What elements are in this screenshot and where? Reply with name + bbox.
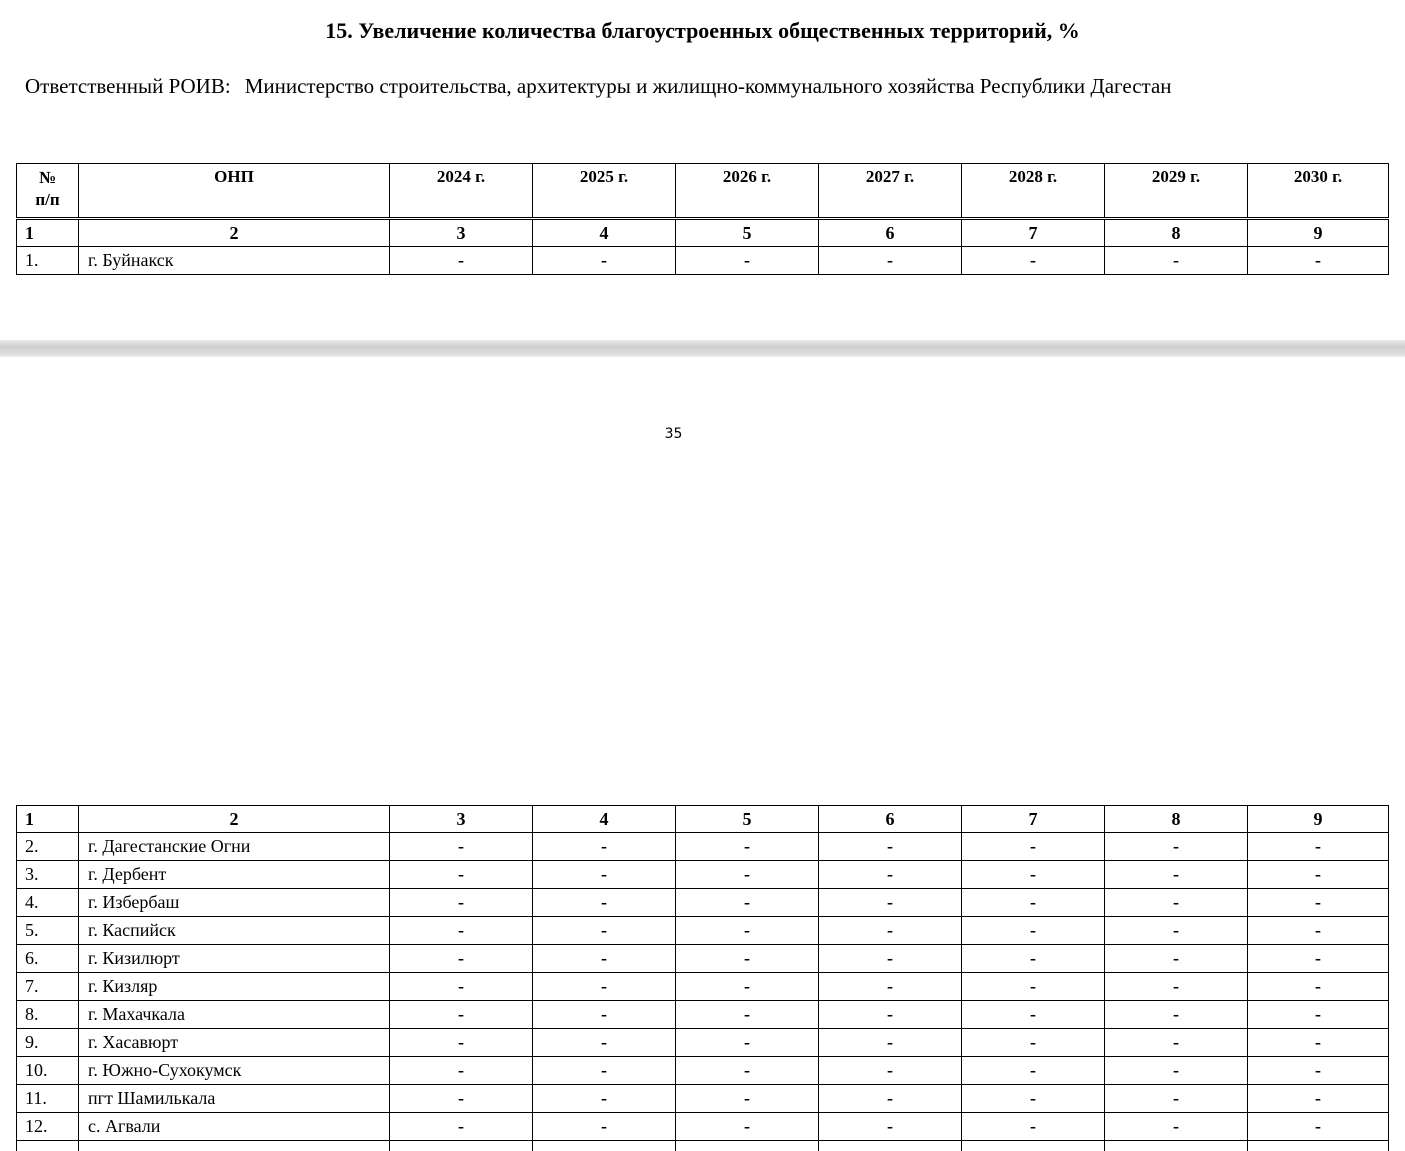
year-value-cell: - xyxy=(676,247,819,275)
settlement-name: г. Кизляр xyxy=(79,973,390,1001)
year-value-cell: - xyxy=(390,973,533,1001)
year-value-cell: - xyxy=(962,247,1105,275)
year-value-cell: - xyxy=(1248,861,1389,889)
year-value-cell: - xyxy=(676,861,819,889)
year-value-cell: - xyxy=(962,945,1105,973)
settlement-name: г. Каспийск xyxy=(79,917,390,945)
year-value-cell: - xyxy=(533,1001,676,1029)
year-value-cell: - xyxy=(390,1001,533,1029)
year-value-cell: - xyxy=(962,1113,1105,1141)
year-value-cell: - xyxy=(1248,945,1389,973)
year-value-cell: - xyxy=(533,1113,676,1141)
header-2026: 2026 г. xyxy=(676,164,819,219)
year-value-cell: - xyxy=(1105,1001,1248,1029)
settlement-name: г. Дагестанские Огни xyxy=(79,833,390,861)
year-value-cell: - xyxy=(390,1029,533,1057)
document-title: 15. Увеличение количества благоустроенных общественных территорий, % xyxy=(0,18,1405,44)
year-value-cell: - xyxy=(1248,973,1389,1001)
year-value-cell: - xyxy=(676,1057,819,1085)
row-number: 2. xyxy=(17,833,79,861)
table-row xyxy=(17,247,1389,275)
document-page-bottom xyxy=(0,357,1405,794)
column-number: 8 xyxy=(1105,806,1248,833)
column-number: 8 xyxy=(1105,219,1248,247)
column-number: 3 xyxy=(390,806,533,833)
year-value-cell: - xyxy=(390,917,533,945)
column-number: 4 xyxy=(533,806,676,833)
year-value-cell: - xyxy=(962,1085,1105,1113)
year-value-cell: - xyxy=(1248,833,1389,861)
year-value-cell: - xyxy=(533,1085,676,1113)
column-number: 7 xyxy=(962,806,1105,833)
header-2028: 2028 г. xyxy=(962,164,1105,219)
column-number: 6 xyxy=(819,219,962,247)
column-number: 4 xyxy=(533,219,676,247)
year-value-cell: - xyxy=(1248,917,1389,945)
year-value-cell: - xyxy=(676,917,819,945)
year-value-cell: - xyxy=(390,861,533,889)
year-value-cell: - xyxy=(1248,1057,1389,1085)
table-row xyxy=(17,973,1389,1001)
column-number: 2 xyxy=(79,219,390,247)
year-value-cell: - xyxy=(819,247,962,275)
year-value-cell: - xyxy=(1105,1029,1248,1057)
year-value-cell: - xyxy=(390,889,533,917)
column-number: 1 xyxy=(17,806,79,833)
responsible-roiv-line xyxy=(25,74,1405,99)
table-row xyxy=(17,833,1389,861)
year-value-cell: - xyxy=(962,1029,1105,1057)
year-value-cell: - xyxy=(533,945,676,973)
territories-table-part1 xyxy=(16,163,1389,275)
row-number: 1. xyxy=(17,247,79,275)
territories-table-part2 xyxy=(16,805,1389,1151)
year-value-cell: - xyxy=(1105,945,1248,973)
year-value-cell: - xyxy=(676,1001,819,1029)
year-value-cell: - xyxy=(533,889,676,917)
row-number: 8. xyxy=(17,1001,79,1029)
year-value-cell: - xyxy=(962,917,1105,945)
year-value-cell: - xyxy=(390,945,533,973)
year-value-cell: - xyxy=(533,861,676,889)
year-value-cell: - xyxy=(390,833,533,861)
row-number: 9. xyxy=(17,1029,79,1057)
row-number: 7. xyxy=(17,973,79,1001)
document-page-top xyxy=(0,0,1405,340)
column-number: 5 xyxy=(676,806,819,833)
page-number: 35 xyxy=(0,426,1347,442)
year-value-cell: - xyxy=(819,861,962,889)
settlement-name: г. Хасавюрт xyxy=(79,1029,390,1057)
row-number: 6. xyxy=(17,945,79,973)
year-value-cell: - xyxy=(533,833,676,861)
year-value-cell: - xyxy=(1248,1029,1389,1057)
column-number: 1 xyxy=(17,219,79,247)
column-number-row xyxy=(17,219,1389,247)
column-number: 2 xyxy=(79,806,390,833)
settlement-name: г. Кизилюрт xyxy=(79,945,390,973)
row-number: 4. xyxy=(17,889,79,917)
year-value-cell: - xyxy=(1105,1085,1248,1113)
year-value-cell: - xyxy=(533,247,676,275)
year-value-cell: - xyxy=(962,973,1105,1001)
year-value-cell: - xyxy=(962,1001,1105,1029)
column-number: 9 xyxy=(1248,806,1389,833)
year-value-cell: - xyxy=(676,1085,819,1113)
page-break xyxy=(0,340,1405,357)
column-number: 6 xyxy=(819,806,962,833)
table-row xyxy=(17,889,1389,917)
year-value-cell: - xyxy=(819,917,962,945)
column-number: 7 xyxy=(962,219,1105,247)
settlement-name: г. Южно-Сухокумск xyxy=(79,1057,390,1085)
column-number: 3 xyxy=(390,219,533,247)
year-value-cell: - xyxy=(1105,1113,1248,1141)
column-number-row xyxy=(17,806,1389,833)
year-value-cell: - xyxy=(962,1057,1105,1085)
year-value-cell: - xyxy=(819,1001,962,1029)
year-value-cell: - xyxy=(390,247,533,275)
year-value-cell: - xyxy=(1105,917,1248,945)
year-value-cell: - xyxy=(819,1113,962,1141)
year-value-cell: - xyxy=(676,1029,819,1057)
year-value-cell: - xyxy=(819,889,962,917)
row-number: 11. xyxy=(17,1085,79,1113)
settlement-name: г. Махачкала xyxy=(79,1001,390,1029)
year-value-cell: - xyxy=(390,1057,533,1085)
header-onp: ОНП xyxy=(79,164,390,219)
table-row xyxy=(17,945,1389,973)
year-value-cell: - xyxy=(676,973,819,1001)
year-value-cell: - xyxy=(1105,247,1248,275)
table-row xyxy=(17,1085,1389,1113)
column-number: 9 xyxy=(1248,219,1389,247)
year-value-cell: - xyxy=(390,1113,533,1141)
header-2029: 2029 г. xyxy=(1105,164,1248,219)
roiv-label: Ответственный РОИВ: xyxy=(25,74,231,98)
settlement-name: г. Буйнакск xyxy=(79,247,390,275)
row-number: 3. xyxy=(17,861,79,889)
year-value-cell: - xyxy=(676,945,819,973)
year-value-cell: - xyxy=(962,889,1105,917)
column-number: 5 xyxy=(676,219,819,247)
year-value-cell: - xyxy=(819,1057,962,1085)
year-value-cell: - xyxy=(1248,247,1389,275)
table-row xyxy=(17,1057,1389,1085)
settlement-name: с. Агвали xyxy=(79,1113,390,1141)
year-value-cell: - xyxy=(819,973,962,1001)
year-value-cell: - xyxy=(1105,1057,1248,1085)
row-number: 10. xyxy=(17,1057,79,1085)
year-value-cell: - xyxy=(819,833,962,861)
year-value-cell: - xyxy=(533,917,676,945)
row-number: 12. xyxy=(17,1113,79,1141)
year-value-cell: - xyxy=(962,833,1105,861)
table-row xyxy=(17,1001,1389,1029)
settlement-name: г. Дербент xyxy=(79,861,390,889)
year-value-cell: - xyxy=(676,833,819,861)
table-row xyxy=(17,861,1389,889)
year-value-cell: - xyxy=(819,945,962,973)
year-value-cell: - xyxy=(533,1029,676,1057)
roiv-value: Министерство строительства, архитектуры и жилищно-коммунального хозяйства Республики Дагестан xyxy=(245,74,1172,98)
year-value-cell: - xyxy=(1105,861,1248,889)
table-row-cut xyxy=(17,1141,1389,1151)
year-value-cell: - xyxy=(1105,833,1248,861)
year-value-cell: - xyxy=(1248,1085,1389,1113)
year-value-cell: - xyxy=(819,1029,962,1057)
table-header-row xyxy=(17,164,1389,219)
table-row xyxy=(17,1029,1389,1057)
year-value-cell: - xyxy=(1248,889,1389,917)
year-value-cell: - xyxy=(962,861,1105,889)
table-row xyxy=(17,1113,1389,1141)
year-value-cell: - xyxy=(533,1057,676,1085)
year-value-cell: - xyxy=(533,973,676,1001)
header-2025: 2025 г. xyxy=(533,164,676,219)
year-value-cell: - xyxy=(1105,973,1248,1001)
year-value-cell: - xyxy=(1105,889,1248,917)
header-2027: 2027 г. xyxy=(819,164,962,219)
settlement-name: г. Избербаш xyxy=(79,889,390,917)
row-number: 5. xyxy=(17,917,79,945)
settlement-name: пгт Шамилькала xyxy=(79,1085,390,1113)
year-value-cell: - xyxy=(676,1113,819,1141)
year-value-cell: - xyxy=(819,1085,962,1113)
header-2024: 2024 г. xyxy=(390,164,533,219)
header-2030: 2030 г. xyxy=(1248,164,1389,219)
table-row xyxy=(17,917,1389,945)
year-value-cell: - xyxy=(676,889,819,917)
year-value-cell: - xyxy=(1248,1113,1389,1141)
header-num: № п/п xyxy=(17,164,79,219)
year-value-cell: - xyxy=(1248,1001,1389,1029)
year-value-cell: - xyxy=(390,1085,533,1113)
